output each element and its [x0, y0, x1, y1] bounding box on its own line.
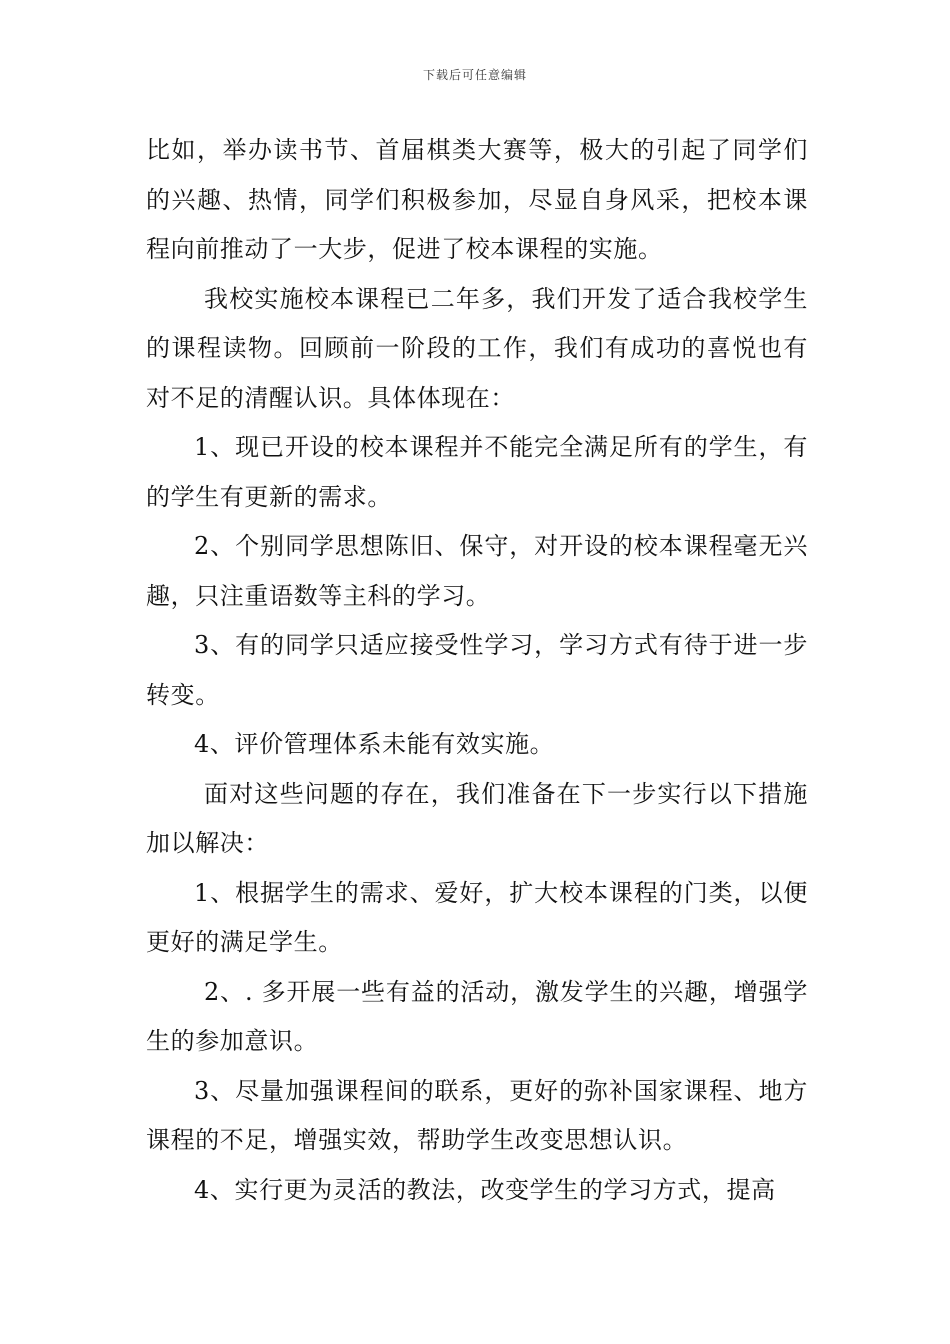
paragraph-6: 4、评价管理体系未能有效实施。 [194, 730, 555, 758]
paragraph-11: 4、实行更为灵活的教法，改变学生的学习方式，提高 [194, 1175, 776, 1204]
document-body [146, 126, 808, 1215]
paragraph-10: 3、尽量加强课程间的联系，更好的弥补国家课程、地方课程的不足，增强实效，帮助学生改变思想认识。 [146, 1076, 808, 1154]
paragraph-5: 3、有的同学只适应接受性学习，学习方式有待于进一步转变。 [146, 631, 808, 709]
paragraph-8: 1、根据学生的需求、爱好，扩大校本课程的门类，以便更好的满足学生。 [146, 878, 808, 956]
paragraph-2: 我校实施校本课程已二年多，我们开发了适合我校学生的课程读物。回顾前一阶段的工作，我们有成功的喜悦也有对不足的清醒认识。具体体现在： [146, 284, 808, 412]
paragraph-9: 2、. 多开展一些有益的活动，激发学生的兴趣，增强学生的参加意识。 [146, 977, 808, 1055]
paragraph-1: 比如，举办读书节、首届棋类大赛等，极大的引起了同学们的兴趣、热情，同学们积极参加，尽显自身风采，把校本课程向前推动了一大步，促进了校本课程的实施。 [146, 136, 808, 263]
page-header-note: 下载后可任意编辑 [422, 68, 527, 82]
paragraph-7: 面对这些问题的存在，我们准备在下一步实行以下措施加以解决： [146, 779, 808, 857]
paragraph-3: 1、现已开设的校本课程并不能完全满足所有的学生，有的学生有更新的需求。 [146, 433, 808, 511]
paragraph-4: 2、个别同学思想陈旧、保守，对开设的校本课程毫无兴趣，只注重语数等主科的学习。 [146, 532, 808, 610]
